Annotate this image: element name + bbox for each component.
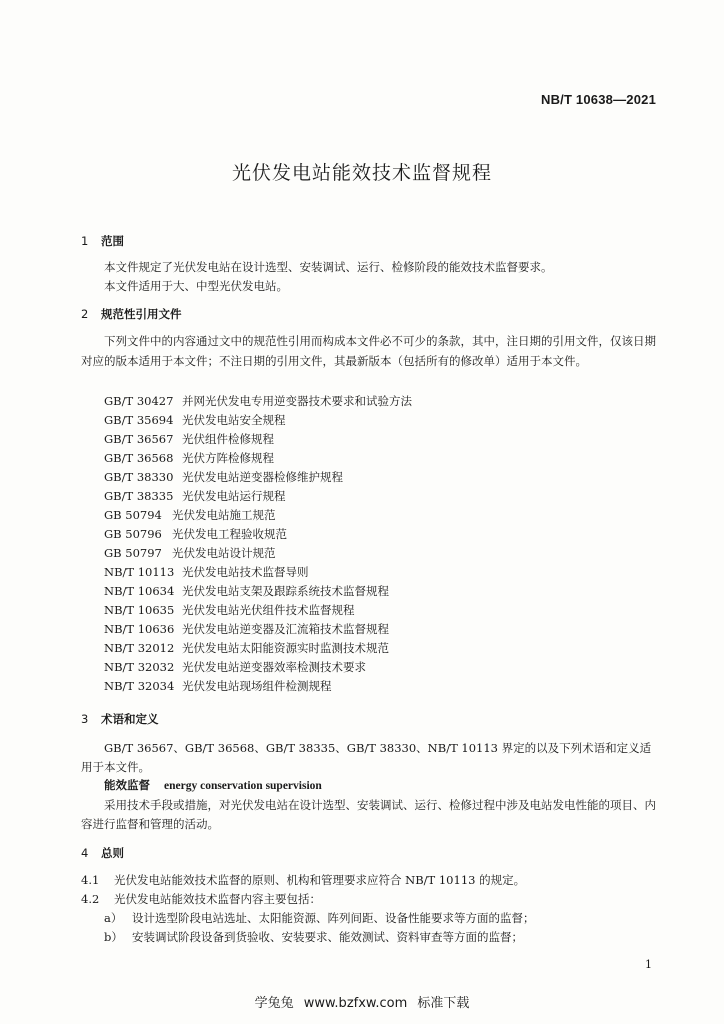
reference-code: NB/T 10636 — [104, 622, 175, 636]
list-text: 安装调试阶段设备到货验收、安装要求、能效测试、资料审查等方面的监督； — [132, 930, 523, 944]
list-item-a — [104, 910, 535, 926]
list-text: 设计选型阶段电站选址、太阳能资源、阵列间距、设备性能要求等方面的监督； — [132, 911, 535, 925]
reference-entry — [104, 450, 274, 466]
section-number: 2 — [81, 307, 89, 321]
reference-title: 光伏方阵检修规程 — [182, 451, 274, 465]
scope-paragraph-1: 本文件规定了光伏发电站在设计选型、安装调试、运行、检修阶段的能效技术监督要求。 — [104, 260, 553, 274]
reference-entry — [104, 583, 389, 599]
term-definition: 采用技术手段或措施，对光伏发电站在设计选型、安装调试、运行、检修过程中涉及电站发电性能的项目、内容进行监督和管理的活动。 — [81, 798, 656, 831]
reference-title: 光伏发电站施工规范 — [172, 508, 276, 522]
reference-title: 光伏发电站支架及跟踪系统技术监督规程 — [182, 584, 389, 598]
reference-entry — [104, 545, 276, 561]
term-chinese: 能效监督 — [104, 778, 150, 792]
list-marker: a） — [104, 911, 123, 925]
reference-code: NB/T 32034 — [104, 679, 175, 693]
term-entry — [104, 777, 322, 793]
reference-code: GB/T 30427 — [104, 394, 174, 408]
clause-number: 4.1 — [81, 873, 100, 887]
clause-text: 光伏发电站能效技术监督内容主要包括： — [114, 892, 321, 906]
reference-title: 光伏组件检修规程 — [182, 432, 274, 446]
reference-entry — [104, 640, 389, 656]
scope-paragraph-2: 本文件适用于大、中型光伏发电站。 — [104, 279, 288, 293]
reference-code: NB/T 10634 — [104, 584, 175, 598]
reference-entry — [104, 412, 286, 428]
section-4-heading — [81, 845, 124, 861]
reference-code: GB 50794 — [104, 508, 162, 522]
reference-title: 光伏发电站太阳能资源实时监测技术规范 — [182, 641, 389, 655]
section-2-heading — [81, 306, 182, 322]
reference-title: 光伏发电工程验收规范 — [172, 527, 287, 541]
reference-code: NB/T 32032 — [104, 660, 175, 674]
clause-text: 光伏发电站能效技术监督的原则、机构和管理要求应符合 NB/T 10113 的规定。 — [114, 873, 526, 887]
clause-4-2 — [81, 891, 321, 907]
term-english: energy conservation supervision — [164, 780, 322, 792]
document-title: 光伏发电站能效技术监督规程 — [231, 162, 492, 184]
reference-title: 光伏发电站逆变器检修维护规程 — [182, 470, 343, 484]
reference-code: GB 50797 — [104, 546, 162, 560]
reference-title: 光伏发电站设计规范 — [172, 546, 276, 560]
section-title: 术语和定义 — [101, 712, 159, 726]
reference-entry — [104, 526, 287, 542]
reference-title: 光伏发电站运行规程 — [182, 489, 286, 503]
reference-code: GB/T 35694 — [104, 413, 174, 427]
reference-code: NB/T 32012 — [104, 641, 175, 655]
clause-4-1 — [81, 872, 525, 888]
reference-entry — [104, 678, 332, 694]
reference-title: 光伏发电站现场组件检测规程 — [182, 679, 332, 693]
reference-title: 光伏发电站安全规程 — [182, 413, 286, 427]
clause-number: 4.2 — [81, 892, 100, 906]
section-title: 总则 — [101, 846, 124, 860]
reference-entry — [104, 507, 276, 523]
reference-title: 光伏发电站技术监督导则 — [182, 565, 309, 579]
section-1-heading — [81, 233, 124, 249]
list-item-b — [104, 929, 523, 945]
normative-references-intro: 下列文件中的内容通过文中的规范性引用而构成本文件必不可少的条款，其中，注日期的引用文件，仅该日期对应的版本适用于本文件；不注日期的引用文件，其最新版本（包括所有的修改单）适用于本文件。 — [81, 334, 656, 368]
reference-code: GB/T 38330 — [104, 470, 174, 484]
reference-title: 光伏发电站光伏组件技术监督规程 — [182, 603, 355, 617]
reference-entry — [104, 393, 412, 409]
reference-entry — [104, 564, 309, 580]
section-title: 规范性引用文件 — [101, 307, 182, 321]
reference-code: GB/T 38335 — [104, 489, 174, 503]
reference-entry — [104, 469, 343, 485]
terms-intro: GB/T 36567、GB/T 36568、GB/T 38335、GB/T 38330、NB/T 10113 界定的以及下列术语和定义适用于本文件。 — [81, 741, 652, 774]
reference-code: GB/T 36568 — [104, 451, 174, 465]
section-number: 3 — [81, 712, 89, 726]
section-title: 范围 — [101, 234, 124, 248]
reference-entry — [104, 602, 355, 618]
section-3-heading — [81, 711, 159, 727]
reference-entry — [104, 659, 366, 675]
reference-code: NB/T 10635 — [104, 603, 175, 617]
section-number: 1 — [81, 234, 89, 248]
list-marker: b） — [104, 930, 123, 944]
reference-entry — [104, 621, 389, 637]
reference-code: GB 50796 — [104, 527, 162, 541]
reference-title: 并网光伏发电专用逆变器技术要求和试验方法 — [182, 394, 412, 408]
reference-code: NB/T 10113 — [104, 565, 175, 579]
reference-title: 光伏发电站逆变器效率检测技术要求 — [182, 660, 366, 674]
page-number: 1 — [645, 958, 652, 971]
reference-title: 光伏发电站逆变器及汇流箱技术监督规程 — [182, 622, 389, 636]
standard-code: NB/T 10638—2021 — [540, 92, 656, 107]
site-footer: 学兔兔 www.bzfxw.com 标准下载 — [254, 996, 470, 1011]
reference-entry — [104, 431, 274, 447]
section-number: 4 — [81, 846, 89, 860]
reference-entry — [104, 488, 286, 504]
reference-code: GB/T 36567 — [104, 432, 174, 446]
